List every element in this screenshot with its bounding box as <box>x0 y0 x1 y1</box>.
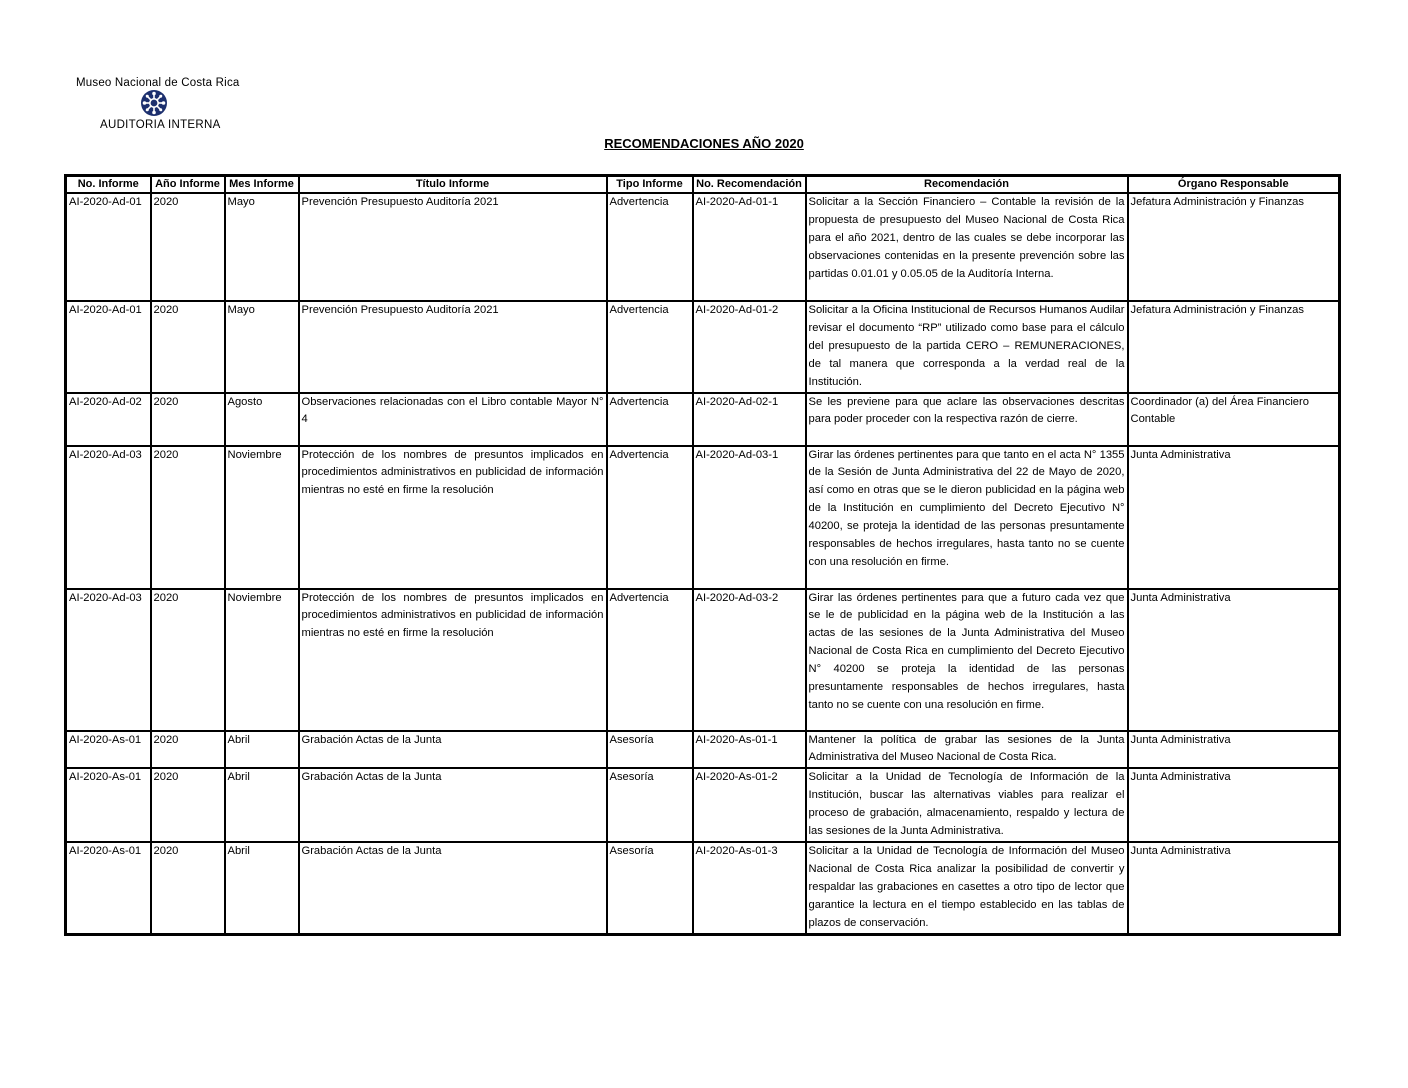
cell-mes: Mayo <box>225 193 299 301</box>
cell-mes: Mayo <box>225 301 299 393</box>
cell-no-informe: AI-2020-As-01 <box>66 842 151 934</box>
cell-recomendacion: Solicitar a la Oficina Institucional de Recursos Humanos Audilar revisar el documento “RP” utilizado como base para el cálculo del presupuesto de la partida CERO – REMUNERACIONES, de tal manera que corresponda a la verdad real de la Institución. <box>806 301 1128 393</box>
cell-recomendacion: Mantener la política de grabar las sesiones de la Junta Administrativa del Museo Nacional de Costa Rica. <box>806 731 1128 769</box>
cell-titulo: Observaciones relacionadas con el Libro contable Mayor N° 4 <box>299 393 607 446</box>
page-title: RECOMENDACIONES AÑO 2020 <box>604 136 804 151</box>
cell-mes: Noviembre <box>225 446 299 589</box>
table-row <box>66 731 1340 769</box>
cell-anio: 2020 <box>151 193 225 301</box>
col-header-anio-informe: Año Informe <box>151 176 225 194</box>
cell-recomendacion: Girar las órdenes pertinentes para que tanto en el acta N° 1355 de la Sesión de Junta Administrativa del 22 de Mayo de 2020, así como en otras que se le dieron publicidad en la página web de la Institución en cumplimiento del Decreto Ejecutivo N° 40200, se proteja la identidad de las personas presuntamente responsables de hechos irregulares, hasta tanto no se cuente con una resolución en firme. <box>806 446 1128 589</box>
cell-no-recomendacion: AI-2020-Ad-01-2 <box>693 301 806 393</box>
cell-organo: Junta Administrativa <box>1128 768 1340 842</box>
cell-mes: Abril <box>225 768 299 842</box>
cell-organo: Coordinador (a) del Área Financiero Contable <box>1128 393 1340 446</box>
cell-recomendacion: Girar las órdenes pertinentes para que a futuro cada vez que se le de publicidad en la página web de la Institución a las actas de las sesiones de la Junta Administrativa del Museo Nacional de Costa Rica en cumplimiento del Decreto Ejecutivo N° 40200 se proteja la identidad de las personas presuntamente responsables de hechos irregulares, hasta tanto no se cuente con una resolución en firme. <box>806 589 1128 731</box>
cell-anio: 2020 <box>151 393 225 446</box>
cell-organo: Junta Administrativa <box>1128 589 1340 731</box>
cell-organo: Jefatura Administración y Finanzas <box>1128 301 1340 393</box>
col-header-tipo-informe: Tipo Informe <box>607 176 693 194</box>
cell-recomendacion: Solicitar a la Unidad de Tecnología de Información del Museo Nacional de Costa Rica analizar la posibilidad de convertir y respaldar las grabaciones en casettes a otro tipo de lector que garantice la lectura en el tiempo establecido en las tablas de plazos de conservación. <box>806 842 1128 934</box>
table-row <box>66 393 1340 446</box>
cell-recomendacion: Solicitar a la Sección Financiero – Contable la revisión de la propuesta de presupuesto del Museo Nacional de Costa Rica para el año 2021, dentro de las cuales se debe incorporar las observaciones contenidas en la presente prevención sobre las partidas 0.01.01 y 0.05.05 de la Auditoría Interna. <box>806 193 1128 301</box>
cell-no-recomendacion: AI-2020-Ad-02-1 <box>693 393 806 446</box>
cell-tipo: Advertencia <box>607 193 693 301</box>
cell-no-informe: AI-2020-Ad-02 <box>66 393 151 446</box>
cell-titulo: Grabación Actas de la Junta <box>299 768 607 842</box>
recommendations-table <box>64 174 1341 936</box>
cell-titulo: Prevención Presupuesto Auditoría 2021 <box>299 193 607 301</box>
cell-no-informe: AI-2020-As-01 <box>66 768 151 842</box>
table-header-row <box>66 176 1340 194</box>
cell-tipo: Asesoría <box>607 731 693 769</box>
table-row <box>66 193 1340 301</box>
cell-no-recomendacion: AI-2020-Ad-01-1 <box>693 193 806 301</box>
cell-anio: 2020 <box>151 731 225 769</box>
table-row <box>66 589 1340 731</box>
cell-no-recomendacion: AI-2020-As-01-3 <box>693 842 806 934</box>
cell-organo: Jefatura Administración y Finanzas <box>1128 193 1340 301</box>
col-header-no-recomendacion: No. Recomendación <box>693 176 806 194</box>
cell-no-recomendacion: AI-2020-As-01-2 <box>693 768 806 842</box>
cell-mes: Agosto <box>225 393 299 446</box>
cell-anio: 2020 <box>151 301 225 393</box>
cell-anio: 2020 <box>151 446 225 589</box>
cell-recomendacion: Solicitar a la Unidad de Tecnología de Información de la Institución, buscar las alternativas viables para realizar el proceso de grabación, almacenamiento, respaldo y lectura de las sesiones de la Junta Administrativa. <box>806 768 1128 842</box>
cell-no-informe: AI-2020-As-01 <box>66 731 151 769</box>
col-header-organo-responsable: Órgano Responsable <box>1128 176 1340 194</box>
cell-titulo: Protección de los nombres de presuntos implicados en procedimientos administrativos en publicidad de información mientras no esté en firme la resolución <box>299 446 607 589</box>
unit-name: AUDITORIA INTERNA <box>100 119 221 131</box>
museum-emblem-icon <box>139 88 169 118</box>
col-header-mes-informe: Mes Informe <box>225 176 299 194</box>
cell-no-recomendacion: AI-2020-Ad-03-2 <box>693 589 806 731</box>
cell-organo: Junta Administrativa <box>1128 842 1340 934</box>
cell-anio: 2020 <box>151 842 225 934</box>
cell-tipo: Advertencia <box>607 589 693 731</box>
cell-titulo: Prevención Presupuesto Auditoría 2021 <box>299 301 607 393</box>
cell-titulo: Protección de los nombres de presuntos implicados en procedimientos administrativos en publicidad de información mientras no esté en firme la resolución <box>299 589 607 731</box>
institution-logo <box>70 74 250 134</box>
cell-tipo: Advertencia <box>607 301 693 393</box>
cell-mes: Abril <box>225 731 299 769</box>
cell-organo: Junta Administrativa <box>1128 446 1340 589</box>
cell-tipo: Asesoría <box>607 842 693 934</box>
table-row <box>66 768 1340 842</box>
table-row <box>66 446 1340 589</box>
cell-anio: 2020 <box>151 589 225 731</box>
col-header-titulo-informe: Título Informe <box>299 176 607 194</box>
cell-no-recomendacion: AI-2020-As-01-1 <box>693 731 806 769</box>
cell-tipo: Asesoría <box>607 768 693 842</box>
cell-no-informe: AI-2020-Ad-01 <box>66 301 151 393</box>
cell-mes: Abril <box>225 842 299 934</box>
col-header-no-informe: No. Informe <box>66 176 151 194</box>
cell-titulo: Grabación Actas de la Junta <box>299 842 607 934</box>
cell-no-informe: AI-2020-Ad-03 <box>66 589 151 731</box>
cell-mes: Noviembre <box>225 589 299 731</box>
cell-no-informe: AI-2020-Ad-03 <box>66 446 151 589</box>
cell-tipo: Advertencia <box>607 446 693 589</box>
table-row <box>66 301 1340 393</box>
cell-tipo: Advertencia <box>607 393 693 446</box>
col-header-recomendacion: Recomendación <box>806 176 1128 194</box>
org-name: Museo Nacional de Costa Rica <box>76 77 240 89</box>
cell-organo: Junta Administrativa <box>1128 731 1340 769</box>
cell-no-recomendacion: AI-2020-Ad-03-1 <box>693 446 806 589</box>
cell-anio: 2020 <box>151 768 225 842</box>
cell-recomendacion: Se les previene para que aclare las observaciones descritas para poder proceder con la respectiva razón de cierre. <box>806 393 1128 446</box>
cell-no-informe: AI-2020-Ad-01 <box>66 193 151 301</box>
table-row <box>66 842 1340 934</box>
cell-titulo: Grabación Actas de la Junta <box>299 731 607 769</box>
